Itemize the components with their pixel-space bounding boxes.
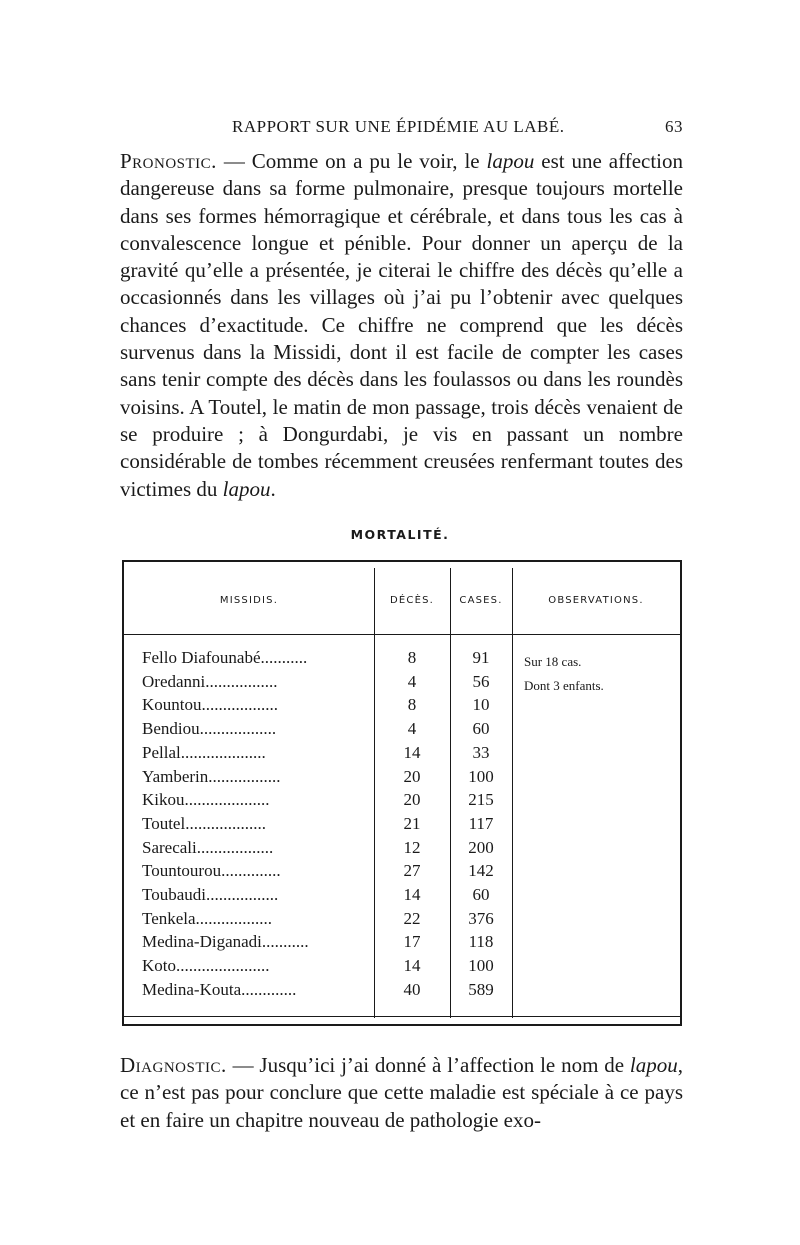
row-missidi: Tountourou.............. [142, 861, 281, 881]
table-row [124, 719, 680, 743]
table-row [124, 767, 680, 791]
row-missidi: Yamberin................. [142, 766, 281, 786]
table-row [124, 909, 680, 933]
table-row [124, 932, 680, 956]
row-missidi: Medina-Diganadi........... [142, 932, 309, 952]
table-row [124, 885, 680, 909]
row-deces: 4 [407, 671, 417, 691]
row-cases: 56 [472, 671, 490, 691]
pronostic-italic-2: lapou [222, 476, 271, 501]
row-deces: 12 [403, 837, 421, 857]
row-cases: 100 [468, 956, 494, 976]
row-cases: 33 [472, 742, 490, 762]
row-cases: 60 [472, 885, 490, 904]
header-cases: CASES. [459, 595, 503, 606]
diagnostic-text-1: Jusqu’ici j’ai donné à l’affection le nom de [259, 1053, 630, 1077]
row-missidi: Medina-Kouta............. [142, 979, 297, 999]
row-cases: 589 [468, 979, 494, 999]
table-row [124, 743, 680, 767]
observation-note: Dont 3 enfants. [524, 678, 604, 693]
row-cases: 200 [468, 837, 494, 857]
pronostic-dash: — [216, 149, 252, 173]
mortality-table [122, 560, 682, 1026]
row-cases: 142 [468, 861, 494, 881]
row-deces: 14 [403, 956, 421, 976]
row-deces: 14 [403, 742, 421, 762]
row-deces: 17 [403, 932, 421, 952]
row-missidi: Oredanni................. [142, 671, 278, 691]
row-cases: 100 [468, 766, 494, 786]
row-missidi: Koto...................... [142, 956, 270, 976]
row-cases: 118 [468, 932, 494, 952]
header-observations: OBSERVATIONS. [548, 595, 644, 606]
row-deces: 8 [407, 695, 417, 715]
running-title: RAPPORT SUR UNE ÉPIDÉMIE AU LABÉ. [232, 117, 565, 136]
page-number: 63 [665, 117, 683, 136]
row-missidi: Fello Diafounabé........... [142, 648, 308, 667]
row-missidi: Toutel................... [142, 813, 266, 833]
row-deces: 22 [403, 908, 421, 928]
header-missidis: MISSIDIS. [219, 595, 279, 606]
diagnostic-italic-1: lapou [629, 1053, 678, 1077]
row-deces: 8 [407, 648, 417, 667]
diagnostic-text-2: , ce n’est pas pour conclure que cette maladie est spéciale à ce pays et en faire un chapitre nouveau de pathologie exo- [120, 1053, 683, 1132]
row-missidi: Kikou.................... [142, 790, 270, 810]
footer-rule [124, 1016, 680, 1017]
table-row [124, 838, 680, 862]
row-cases: 117 [468, 813, 494, 833]
running-head [120, 117, 683, 143]
row-deces: 14 [403, 885, 421, 904]
header-rule [124, 634, 680, 635]
pronostic-italic-1: lapou [486, 149, 535, 173]
observation-note: Sur 18 cas. [524, 654, 582, 669]
row-cases: 376 [468, 908, 494, 928]
row-cases: 215 [468, 790, 494, 810]
row-cases: 60 [472, 719, 490, 739]
row-deces: 20 [403, 766, 421, 786]
table-row [124, 814, 680, 838]
row-missidi: Tenkela.................. [142, 908, 273, 928]
row-missidi: Toubaudi................. [142, 885, 279, 904]
table-row [124, 648, 680, 672]
row-cases: 10 [472, 695, 490, 715]
pronostic-text-2: est une affection dangereuse dans sa forme pulmonaire, presque toujours mortelle dans ses formes hémorragique et cérébrale, et dans tous les cas à convalescence longue et pénible. Pour donner un aperçu de la gravité qu’elle a présentée, je citerai le chiffre des décès qu’elle a occasionnés dans les villages où j’ai pu l’obtenir avec quelques chances d’exactitude. Ce chiffre ne comprend que les décès survenus dans la Missidi, dont il est facile de compter les cases sans tenir compte des décès dans les foulassos ou dans les roundès voisins. A Toutel, le matin de mon passage, trois décès venaient de se produire ; à Dongurdabi, je vis en passant un nombre considérable de tombes récemment creusées renfermant toutes des victimes du [120, 149, 684, 501]
header-deces: DÉCÈS. [389, 595, 435, 606]
row-deces: 21 [403, 813, 421, 833]
row-deces: 27 [403, 861, 421, 881]
row-deces: 20 [403, 790, 421, 810]
paragraph-pronostic [120, 148, 683, 503]
row-deces: 40 [403, 979, 421, 999]
table-row [124, 861, 680, 885]
paragraph-diagnostic [120, 1052, 683, 1134]
row-missidi: Pellal.................... [142, 742, 266, 762]
row-missidi: Bendiou.................. [142, 719, 277, 739]
row-cases: 91 [472, 648, 490, 667]
row-missidi: Kountou.................. [142, 695, 278, 715]
diagnostic-dash: — [226, 1053, 260, 1077]
table-row [124, 956, 680, 980]
pronostic-text-1: Comme on a pu le voir, le [251, 149, 487, 173]
row-deces: 4 [407, 719, 417, 739]
table-row [124, 790, 680, 814]
pronostic-heading: Pronostic. [120, 149, 217, 173]
table-row [124, 695, 680, 719]
table-row [124, 980, 680, 1004]
row-missidi: Sarecali.................. [142, 837, 274, 857]
diagnostic-heading: Diagnostic. [120, 1053, 227, 1077]
pronostic-text-3: . [270, 476, 276, 501]
table-title: MORTALITÉ. [350, 527, 450, 542]
